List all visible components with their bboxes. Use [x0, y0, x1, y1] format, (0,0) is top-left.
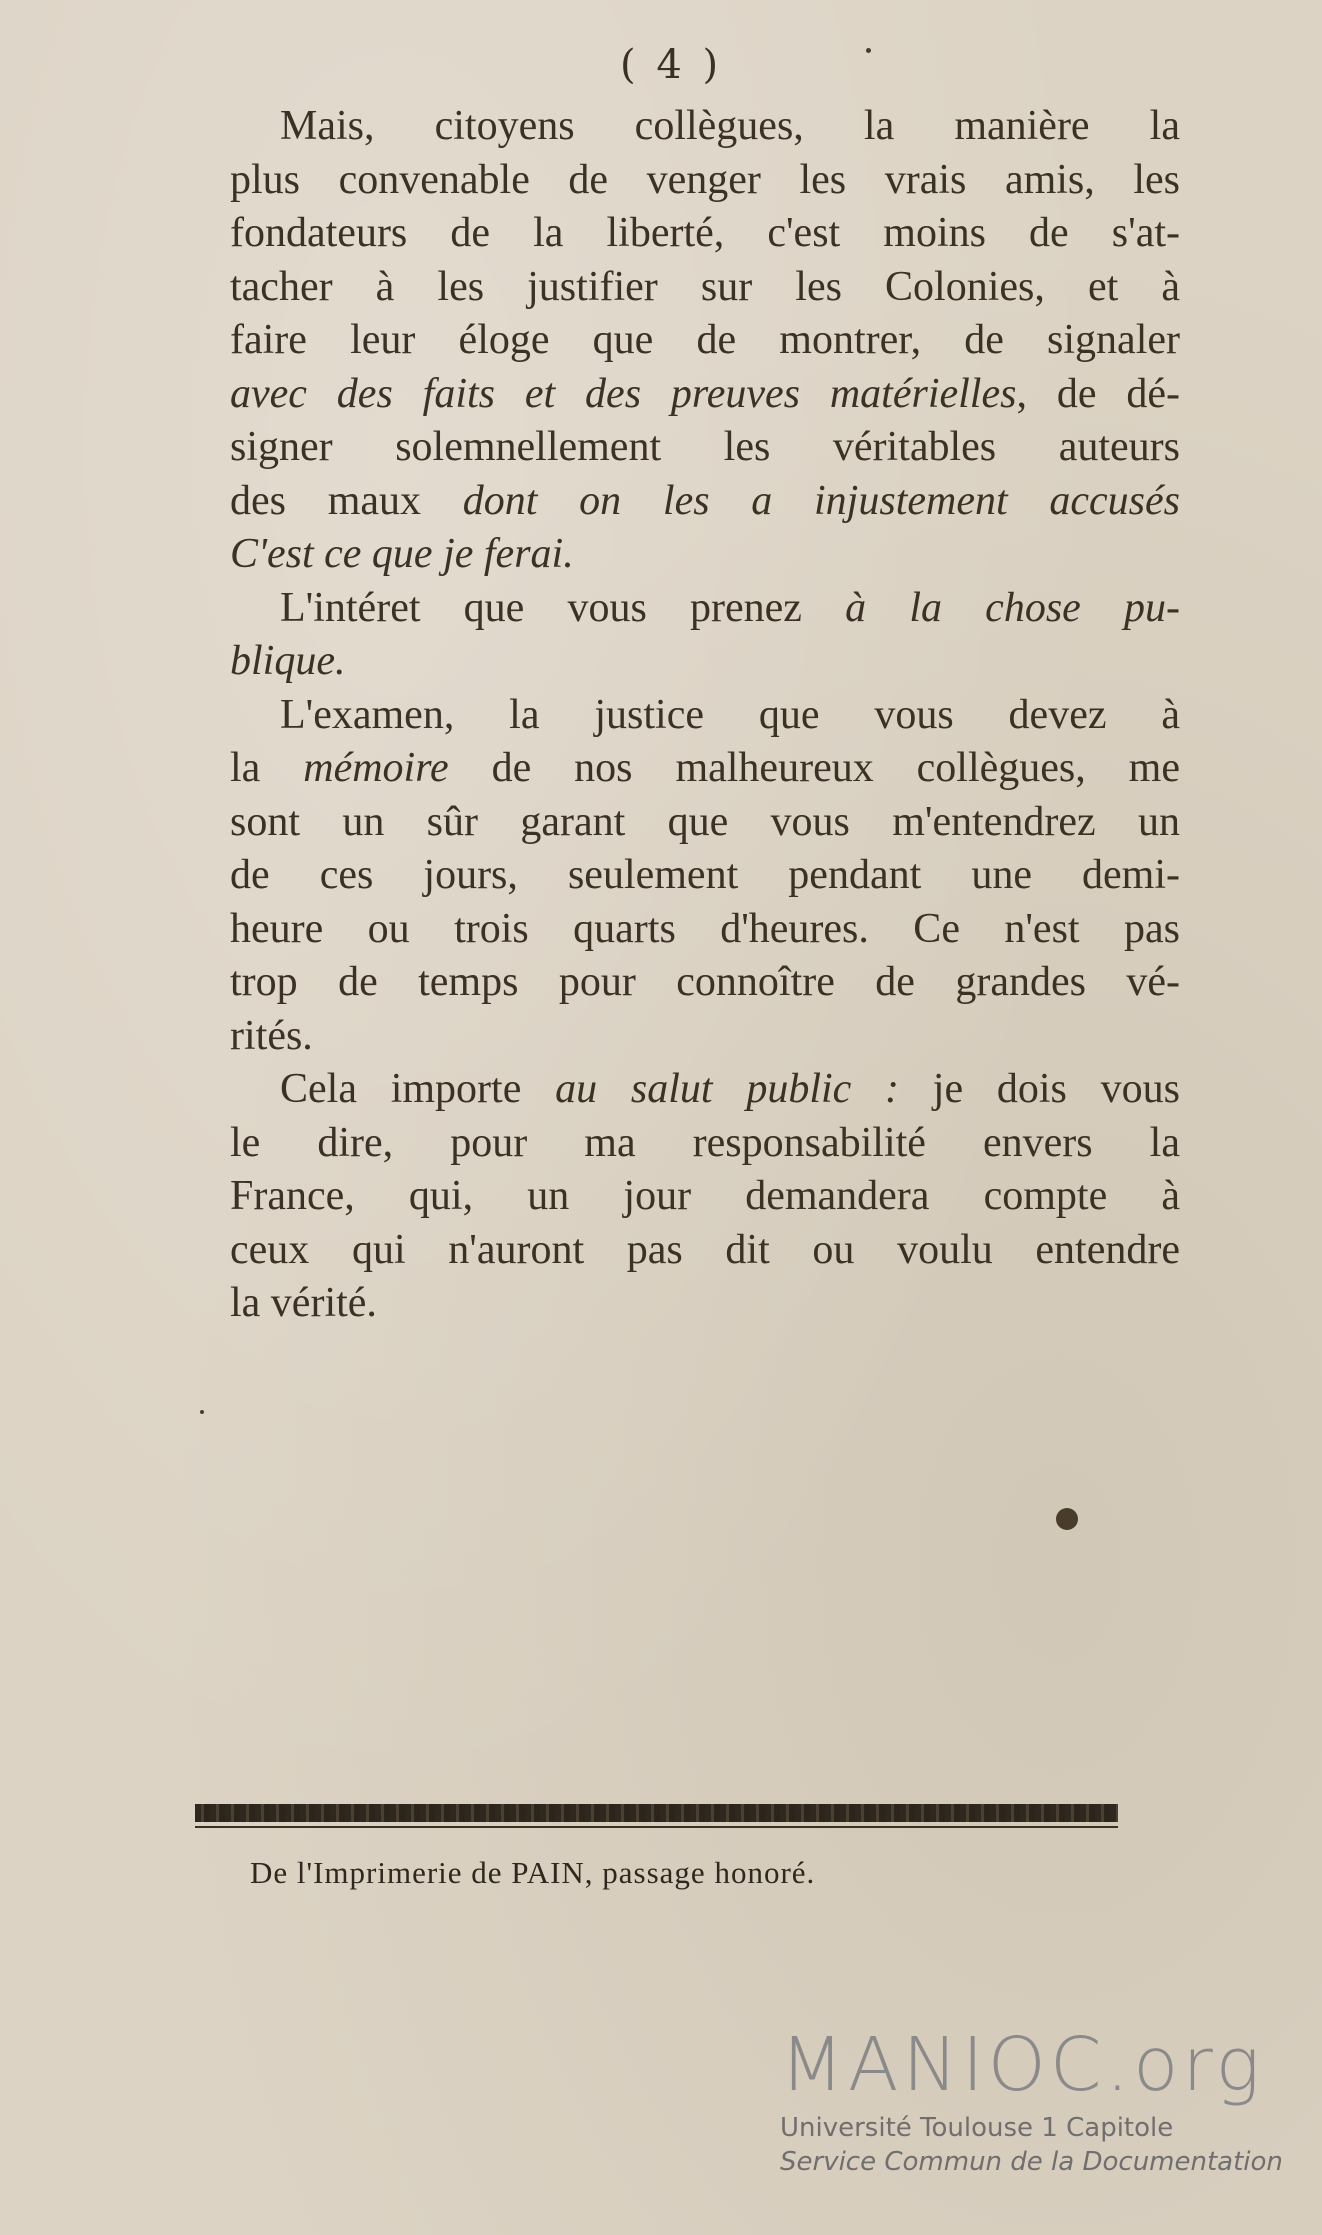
- text-line: [180, 1277, 1180, 1331]
- text-line: [180, 1224, 1180, 1278]
- text-run: de ces jours, seulement pendant une demi-: [230, 852, 1180, 898]
- italic-run: mémoire: [303, 745, 449, 791]
- text-line: [180, 1063, 1180, 1117]
- text-run: Mais, citoyens collègues, la manière la: [280, 103, 1180, 149]
- paragraph: [180, 582, 1180, 689]
- text-run: le dire, pour ma responsabilité envers la: [230, 1119, 1180, 1166]
- italic-run: à la chose pu-: [845, 584, 1180, 631]
- manioc-logo: [780, 2022, 1283, 2177]
- text-line: [180, 849, 1180, 903]
- text-run: France, qui, un jour demandera compte à: [230, 1173, 1180, 1219]
- text-line: [180, 100, 1180, 154]
- body-text: [180, 100, 1180, 1331]
- text-run: plus convenable de venger les vrais amis, les: [230, 156, 1180, 203]
- ink-speck: [866, 48, 871, 53]
- text-run: heure ou trois quarts d'heures. Ce n'est pas: [230, 905, 1180, 952]
- text-run: de nos malheureux collègues, me: [448, 745, 1180, 791]
- ink-spot: [1056, 1508, 1078, 1530]
- text-line: [180, 261, 1180, 315]
- ink-speck: [200, 1410, 204, 1414]
- text-run: , de dé-: [1016, 370, 1180, 417]
- paragraph: [180, 689, 1180, 1064]
- text-line: [180, 421, 1180, 475]
- printer-rule: [195, 1804, 1118, 1822]
- text-line: [180, 796, 1180, 850]
- text-run: signer solemnellement les véritables auteurs: [230, 424, 1180, 470]
- italic-run: blique.: [230, 638, 346, 684]
- text-run: L'intéret que vous prenez: [280, 584, 846, 631]
- text-run: tacher à les justifier sur les Colonies, et à: [230, 263, 1180, 310]
- text-run: sont un sûr garant que vous m'entendrez un: [230, 798, 1180, 845]
- text-line: [180, 314, 1180, 368]
- italic-run: C'est ce que je ferai.: [230, 531, 574, 577]
- manioc-logo-subtitle: Université Toulouse 1 Capitole: [780, 2113, 1174, 2143]
- text-line: [180, 1010, 1180, 1064]
- text-run: des maux: [230, 477, 463, 524]
- italic-run: dont on les a injustement accusés: [462, 477, 1180, 524]
- page-number: ( 4 ): [620, 42, 723, 88]
- text-run: la vérité.: [230, 1280, 377, 1326]
- paragraph: [180, 1063, 1180, 1331]
- manioc-logo-text: MANIOC.org: [780, 2022, 1264, 2108]
- text-line: [180, 956, 1180, 1010]
- text-line: [180, 475, 1180, 529]
- text-line: [180, 368, 1180, 422]
- paragraph: [180, 100, 1180, 582]
- text-line: [180, 903, 1180, 957]
- text-line: [180, 528, 1180, 582]
- text-run: je dois vous: [899, 1066, 1180, 1112]
- text-run: ceux qui n'auront pas dit ou voulu entendre: [230, 1226, 1180, 1273]
- text-line: [180, 582, 1180, 636]
- text-run: rités.: [230, 1012, 313, 1059]
- text-line: [180, 154, 1180, 208]
- italic-run: au salut public :: [555, 1066, 900, 1112]
- text-line: [180, 742, 1180, 796]
- printer-imprint: De l'Imprimerie de PAIN, passage honoré.: [250, 1855, 816, 1890]
- italic-run: avec des faits et des preuves matérielles: [230, 370, 1017, 417]
- text-line: [180, 207, 1180, 261]
- manioc-logo-subtitle-2: Service Commun de la Documentation: [780, 2147, 1283, 2177]
- text-run: trop de temps pour connoître de grandes vé-: [230, 959, 1180, 1005]
- text-line: [180, 635, 1180, 689]
- text-run: L'examen, la justice que vous devez à: [280, 691, 1180, 738]
- text-line: [180, 1117, 1180, 1171]
- text-run: faire leur éloge que de montrer, de signaler: [230, 317, 1180, 363]
- text-run: fondateurs de la liberté, c'est moins de s'at-: [230, 210, 1180, 256]
- text-line: [180, 689, 1180, 743]
- text-run: Cela importe: [280, 1066, 556, 1112]
- text-run: la: [230, 745, 304, 791]
- text-line: [180, 1170, 1180, 1224]
